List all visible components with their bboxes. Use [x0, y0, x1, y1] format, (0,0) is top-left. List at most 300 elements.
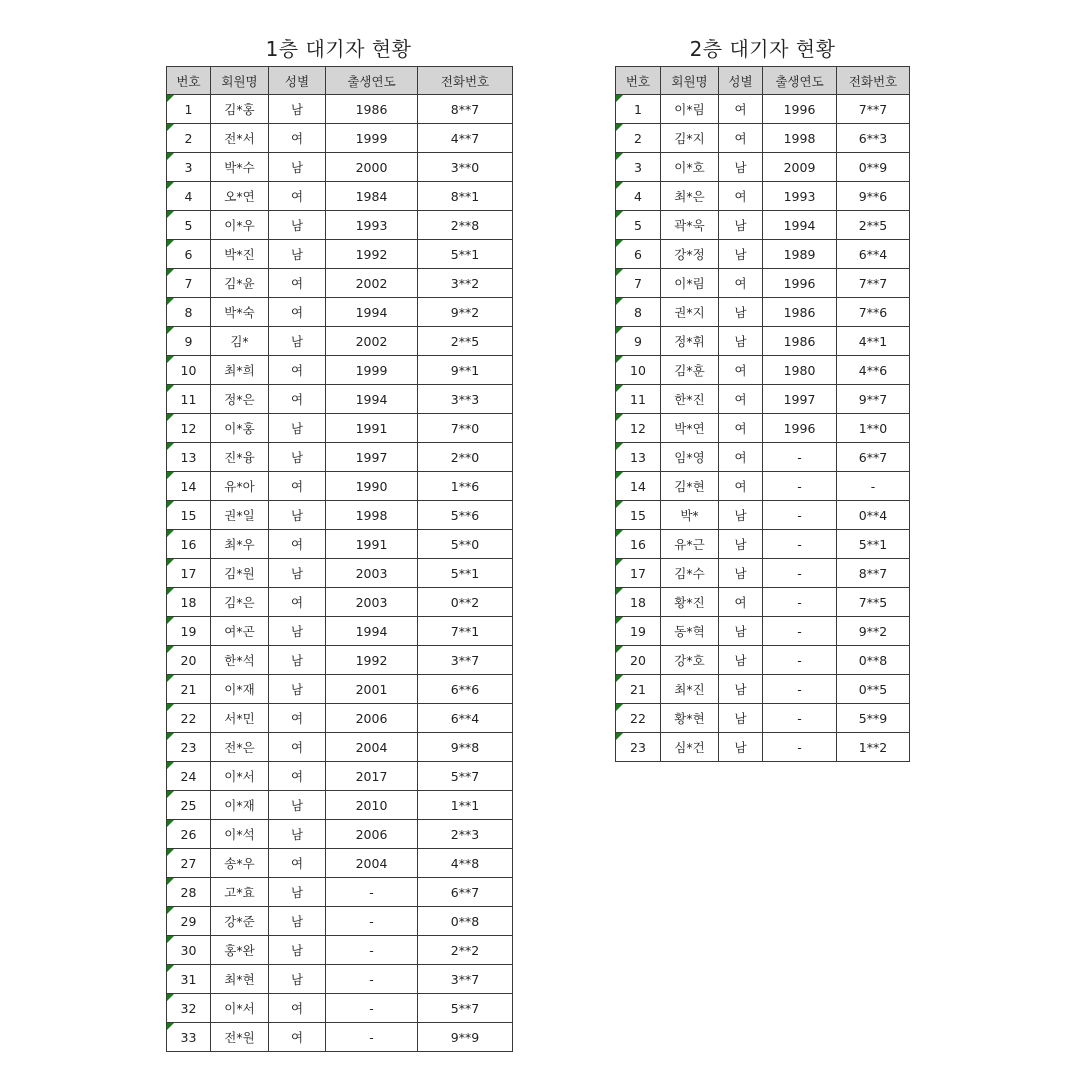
- cell-number: 22: [616, 704, 661, 733]
- cell-member-name: 강*호: [661, 646, 719, 675]
- cell-gender: 여: [719, 182, 763, 211]
- cell-birth-year: 2009: [763, 153, 837, 182]
- cell-gender: 여: [269, 182, 326, 211]
- cell-birth-year: 2000: [326, 153, 418, 182]
- cell-gender: 여: [269, 733, 326, 762]
- table-row: [167, 994, 513, 1023]
- cell-member-name: 송*우: [211, 849, 269, 878]
- cell-gender: 여: [269, 849, 326, 878]
- cell-gender: 여: [269, 1023, 326, 1052]
- cell-gender: 여: [269, 269, 326, 298]
- cell-birth-year: 2006: [326, 704, 418, 733]
- cell-number: 4: [167, 182, 211, 211]
- cell-birth-year: -: [763, 559, 837, 588]
- col-header-birth-year: 출생연도: [326, 67, 418, 95]
- table-row: [167, 95, 513, 124]
- cell-gender: 여: [269, 356, 326, 385]
- table-row: [616, 472, 910, 501]
- cell-birth-year: 1991: [326, 530, 418, 559]
- cell-gender: 남: [269, 95, 326, 124]
- cell-member-name: 여*곤: [211, 617, 269, 646]
- cell-member-name: 이*재: [211, 791, 269, 820]
- cell-birth-year: 2003: [326, 588, 418, 617]
- cell-phone: 1**0: [837, 414, 910, 443]
- cell-birth-year: 1992: [326, 240, 418, 269]
- cell-member-name: 최*우: [211, 530, 269, 559]
- cell-phone: 5**7: [418, 994, 513, 1023]
- cell-gender: 여: [719, 356, 763, 385]
- cell-member-name: 이*홍: [211, 414, 269, 443]
- cell-phone: 5**7: [418, 762, 513, 791]
- cell-number: 17: [167, 559, 211, 588]
- cell-gender: 남: [269, 211, 326, 240]
- table-row: [616, 298, 910, 327]
- cell-birth-year: 2001: [326, 675, 418, 704]
- cell-member-name: 최*진: [661, 675, 719, 704]
- table-row: [616, 240, 910, 269]
- cell-birth-year: -: [326, 936, 418, 965]
- col-header-gender: 성별: [269, 67, 326, 95]
- cell-number: 16: [167, 530, 211, 559]
- cell-member-name: 황*진: [661, 588, 719, 617]
- cell-gender: 여: [269, 704, 326, 733]
- cell-phone: 0**9: [837, 153, 910, 182]
- cell-gender: 남: [269, 820, 326, 849]
- table-row: [167, 646, 513, 675]
- cell-number: 11: [616, 385, 661, 414]
- cell-birth-year: -: [326, 907, 418, 936]
- cell-gender: 남: [269, 617, 326, 646]
- table-row: [616, 733, 910, 762]
- table-row: [167, 530, 513, 559]
- cell-member-name: 김*원: [211, 559, 269, 588]
- table-row: [167, 936, 513, 965]
- cell-member-name: 박*수: [211, 153, 269, 182]
- cell-birth-year: 1991: [326, 414, 418, 443]
- cell-gender: 남: [269, 327, 326, 356]
- cell-birth-year: 2010: [326, 791, 418, 820]
- cell-birth-year: 2002: [326, 327, 418, 356]
- cell-member-name: 강*준: [211, 907, 269, 936]
- table-row: [616, 182, 910, 211]
- cell-gender: 여: [269, 762, 326, 791]
- table-row: [167, 211, 513, 240]
- cell-phone: 0**8: [837, 646, 910, 675]
- table-row: [167, 965, 513, 994]
- cell-number: 7: [167, 269, 211, 298]
- cell-member-name: 전*은: [211, 733, 269, 762]
- cell-number: 1: [616, 95, 661, 124]
- cell-phone: 3**0: [418, 153, 513, 182]
- table-row: [167, 675, 513, 704]
- cell-number: 8: [167, 298, 211, 327]
- cell-member-name: 정*은: [211, 385, 269, 414]
- cell-gender: 여: [269, 472, 326, 501]
- cell-gender: 여: [719, 95, 763, 124]
- table-row: [167, 617, 513, 646]
- cell-birth-year: -: [763, 617, 837, 646]
- cell-number: 24: [167, 762, 211, 791]
- cell-number: 26: [167, 820, 211, 849]
- cell-member-name: 이*호: [661, 153, 719, 182]
- cell-gender: 여: [269, 385, 326, 414]
- cell-phone: 2**3: [418, 820, 513, 849]
- cell-number: 15: [616, 501, 661, 530]
- table-row: [167, 733, 513, 762]
- cell-gender: 남: [719, 298, 763, 327]
- col-header-number: 번호: [616, 67, 661, 95]
- cell-number: 5: [167, 211, 211, 240]
- cell-birth-year: 1980: [763, 356, 837, 385]
- cell-gender: 여: [719, 385, 763, 414]
- cell-phone: 6**4: [837, 240, 910, 269]
- cell-number: 18: [167, 588, 211, 617]
- cell-number: 23: [616, 733, 661, 762]
- cell-birth-year: 1996: [763, 95, 837, 124]
- cell-member-name: 김*수: [661, 559, 719, 588]
- table-row: [616, 559, 910, 588]
- cell-birth-year: -: [763, 443, 837, 472]
- cell-gender: 남: [269, 443, 326, 472]
- cell-gender: 여: [719, 414, 763, 443]
- cell-phone: 2**0: [418, 443, 513, 472]
- cell-number: 12: [167, 414, 211, 443]
- cell-member-name: 박*연: [661, 414, 719, 443]
- col-header-phone: 전화번호: [418, 67, 513, 95]
- table-row: [616, 385, 910, 414]
- cell-member-name: 황*현: [661, 704, 719, 733]
- table-row: [167, 472, 513, 501]
- cell-phone: 7**5: [837, 588, 910, 617]
- table-row: [167, 414, 513, 443]
- table-row: [167, 878, 513, 907]
- cell-number: 4: [616, 182, 661, 211]
- header-row: [616, 67, 910, 95]
- cell-number: 2: [167, 124, 211, 153]
- table-row: [616, 269, 910, 298]
- cell-number: 18: [616, 588, 661, 617]
- table-row: [167, 356, 513, 385]
- cell-birth-year: 1993: [326, 211, 418, 240]
- cell-number: 2: [616, 124, 661, 153]
- table-row: [167, 704, 513, 733]
- cell-number: 5: [616, 211, 661, 240]
- cell-phone: 7**7: [837, 269, 910, 298]
- table-row: [616, 211, 910, 240]
- cell-birth-year: -: [326, 965, 418, 994]
- cell-number: 30: [167, 936, 211, 965]
- cell-birth-year: -: [326, 994, 418, 1023]
- cell-birth-year: 2002: [326, 269, 418, 298]
- cell-birth-year: 1986: [763, 298, 837, 327]
- col-header-member-name: 회원명: [211, 67, 269, 95]
- cell-birth-year: -: [763, 588, 837, 617]
- cell-phone: 2**5: [418, 327, 513, 356]
- cell-number: 32: [167, 994, 211, 1023]
- table-row: [616, 414, 910, 443]
- cell-phone: 9**9: [418, 1023, 513, 1052]
- cell-number: 9: [167, 327, 211, 356]
- cell-member-name: 임*영: [661, 443, 719, 472]
- table-row: [616, 153, 910, 182]
- cell-phone: 8**1: [418, 182, 513, 211]
- cell-member-name: 홍*완: [211, 936, 269, 965]
- cell-birth-year: 1994: [326, 385, 418, 414]
- cell-gender: 남: [269, 414, 326, 443]
- cell-gender: 여: [269, 530, 326, 559]
- table-row: [167, 240, 513, 269]
- cell-phone: 5**0: [418, 530, 513, 559]
- cell-gender: 남: [719, 327, 763, 356]
- cell-birth-year: 1989: [763, 240, 837, 269]
- table-row: [167, 1023, 513, 1052]
- cell-member-name: 동*혁: [661, 617, 719, 646]
- cell-gender: 남: [719, 153, 763, 182]
- cell-birth-year: 2003: [326, 559, 418, 588]
- cell-gender: 남: [269, 878, 326, 907]
- cell-member-name: 전*서: [211, 124, 269, 153]
- cell-member-name: 이*재: [211, 675, 269, 704]
- cell-birth-year: 1997: [763, 385, 837, 414]
- cell-member-name: 최*현: [211, 965, 269, 994]
- cell-gender: 남: [719, 240, 763, 269]
- table-row: [616, 501, 910, 530]
- cell-phone: 4**7: [418, 124, 513, 153]
- cell-member-name: 유*아: [211, 472, 269, 501]
- cell-birth-year: 2004: [326, 849, 418, 878]
- cell-phone: 4**1: [837, 327, 910, 356]
- cell-number: 22: [167, 704, 211, 733]
- cell-phone: 1**2: [837, 733, 910, 762]
- cell-phone: 5**9: [837, 704, 910, 733]
- cell-birth-year: 1986: [326, 95, 418, 124]
- cell-phone: 9**2: [418, 298, 513, 327]
- cell-gender: 남: [269, 675, 326, 704]
- cell-birth-year: -: [763, 530, 837, 559]
- cell-phone: 0**4: [837, 501, 910, 530]
- cell-birth-year: -: [763, 675, 837, 704]
- table-row: [167, 298, 513, 327]
- cell-phone: 1**6: [418, 472, 513, 501]
- cell-gender: 남: [719, 501, 763, 530]
- cell-phone: 9**2: [837, 617, 910, 646]
- cell-phone: 7**7: [837, 95, 910, 124]
- cell-phone: 7**1: [418, 617, 513, 646]
- cell-phone: 2**2: [418, 936, 513, 965]
- cell-member-name: 최*은: [661, 182, 719, 211]
- cell-phone: 6**7: [418, 878, 513, 907]
- table-row: [616, 530, 910, 559]
- floor1-waitlist: [166, 36, 513, 1052]
- cell-gender: 남: [269, 791, 326, 820]
- table-row: [616, 704, 910, 733]
- cell-number: 14: [616, 472, 661, 501]
- cell-number: 28: [167, 878, 211, 907]
- cell-birth-year: -: [763, 472, 837, 501]
- cell-number: 8: [616, 298, 661, 327]
- cell-number: 19: [167, 617, 211, 646]
- cell-member-name: 고*효: [211, 878, 269, 907]
- cell-gender: 여: [269, 124, 326, 153]
- cell-member-name: 서*민: [211, 704, 269, 733]
- cell-member-name: 최*희: [211, 356, 269, 385]
- cell-birth-year: 2004: [326, 733, 418, 762]
- cell-phone: 9**1: [418, 356, 513, 385]
- cell-gender: 남: [719, 704, 763, 733]
- cell-phone: 9**7: [837, 385, 910, 414]
- col-header-birth-year: 출생연도: [763, 67, 837, 95]
- cell-number: 3: [167, 153, 211, 182]
- col-header-number: 번호: [167, 67, 211, 95]
- cell-phone: 3**2: [418, 269, 513, 298]
- cell-birth-year: 2006: [326, 820, 418, 849]
- cell-member-name: 전*원: [211, 1023, 269, 1052]
- cell-member-name: 강*정: [661, 240, 719, 269]
- cell-number: 1: [167, 95, 211, 124]
- floor1-table: [166, 66, 513, 1052]
- cell-birth-year: 1994: [326, 617, 418, 646]
- cell-phone: 4**8: [418, 849, 513, 878]
- cell-gender: 여: [719, 124, 763, 153]
- cell-gender: 여: [719, 269, 763, 298]
- cell-member-name: 김*윤: [211, 269, 269, 298]
- cell-number: 27: [167, 849, 211, 878]
- cell-phone: 5**1: [837, 530, 910, 559]
- cell-number: 9: [616, 327, 661, 356]
- cell-number: 12: [616, 414, 661, 443]
- cell-phone: 8**7: [418, 95, 513, 124]
- table-row: [167, 443, 513, 472]
- table-row: [167, 182, 513, 211]
- cell-member-name: 이*서: [211, 994, 269, 1023]
- cell-phone: 3**3: [418, 385, 513, 414]
- cell-birth-year: 1993: [763, 182, 837, 211]
- cell-number: 10: [167, 356, 211, 385]
- cell-birth-year: -: [763, 733, 837, 762]
- cell-number: 7: [616, 269, 661, 298]
- cell-member-name: 유*근: [661, 530, 719, 559]
- cell-phone: -: [837, 472, 910, 501]
- cell-birth-year: 2017: [326, 762, 418, 791]
- table-row: [616, 588, 910, 617]
- table-row: [167, 907, 513, 936]
- cell-number: 19: [616, 617, 661, 646]
- cell-gender: 남: [269, 646, 326, 675]
- cell-member-name: 이*우: [211, 211, 269, 240]
- cell-number: 13: [167, 443, 211, 472]
- cell-gender: 남: [719, 617, 763, 646]
- cell-number: 16: [616, 530, 661, 559]
- cell-birth-year: -: [763, 646, 837, 675]
- cell-phone: 9**8: [418, 733, 513, 762]
- cell-member-name: 한*진: [661, 385, 719, 414]
- cell-gender: 여: [719, 588, 763, 617]
- cell-phone: 9**6: [837, 182, 910, 211]
- col-header-phone: 전화번호: [837, 67, 910, 95]
- cell-gender: 남: [269, 240, 326, 269]
- cell-member-name: 김*: [211, 327, 269, 356]
- cell-birth-year: 1999: [326, 356, 418, 385]
- cell-birth-year: 1998: [763, 124, 837, 153]
- cell-phone: 2**8: [418, 211, 513, 240]
- cell-gender: 남: [719, 675, 763, 704]
- cell-member-name: 심*건: [661, 733, 719, 762]
- cell-member-name: 김*현: [661, 472, 719, 501]
- cell-birth-year: -: [763, 501, 837, 530]
- cell-phone: 3**7: [418, 965, 513, 994]
- cell-phone: 6**3: [837, 124, 910, 153]
- floor2-waitlist: [615, 36, 910, 762]
- cell-gender: 남: [269, 936, 326, 965]
- cell-gender: 남: [719, 211, 763, 240]
- cell-phone: 5**1: [418, 559, 513, 588]
- cell-phone: 6**4: [418, 704, 513, 733]
- cell-number: 10: [616, 356, 661, 385]
- cell-birth-year: -: [763, 704, 837, 733]
- cell-birth-year: 1997: [326, 443, 418, 472]
- cell-phone: 0**2: [418, 588, 513, 617]
- cell-number: 3: [616, 153, 661, 182]
- cell-phone: 1**1: [418, 791, 513, 820]
- cell-phone: 0**8: [418, 907, 513, 936]
- table-row: [167, 385, 513, 414]
- cell-member-name: 권*일: [211, 501, 269, 530]
- cell-member-name: 진*융: [211, 443, 269, 472]
- cell-number: 11: [167, 385, 211, 414]
- cell-phone: 4**6: [837, 356, 910, 385]
- cell-member-name: 박*: [661, 501, 719, 530]
- table-row: [167, 762, 513, 791]
- cell-birth-year: 1994: [326, 298, 418, 327]
- table-row: [616, 124, 910, 153]
- table-row: [167, 559, 513, 588]
- cell-gender: 남: [269, 907, 326, 936]
- cell-birth-year: 1994: [763, 211, 837, 240]
- cell-number: 6: [167, 240, 211, 269]
- cell-member-name: 박*진: [211, 240, 269, 269]
- cell-member-name: 이*림: [661, 269, 719, 298]
- cell-gender: 남: [719, 559, 763, 588]
- cell-gender: 여: [269, 994, 326, 1023]
- table-row: [167, 588, 513, 617]
- table-row: [616, 617, 910, 646]
- cell-birth-year: 1999: [326, 124, 418, 153]
- cell-phone: 5**6: [418, 501, 513, 530]
- floor1-title: 1층 대기자 현황: [265, 37, 412, 61]
- cell-member-name: 이*서: [211, 762, 269, 791]
- cell-member-name: 권*지: [661, 298, 719, 327]
- cell-number: 13: [616, 443, 661, 472]
- cell-gender: 남: [719, 530, 763, 559]
- cell-phone: 5**1: [418, 240, 513, 269]
- cell-phone: 6**6: [418, 675, 513, 704]
- cell-birth-year: 1996: [763, 414, 837, 443]
- cell-number: 33: [167, 1023, 211, 1052]
- cell-number: 29: [167, 907, 211, 936]
- cell-number: 15: [167, 501, 211, 530]
- table-row: [167, 849, 513, 878]
- cell-birth-year: 1990: [326, 472, 418, 501]
- table-row: [616, 675, 910, 704]
- cell-member-name: 이*석: [211, 820, 269, 849]
- cell-birth-year: -: [326, 878, 418, 907]
- cell-phone: 8**7: [837, 559, 910, 588]
- cell-member-name: 곽*욱: [661, 211, 719, 240]
- cell-number: 20: [616, 646, 661, 675]
- cell-phone: 3**7: [418, 646, 513, 675]
- cell-number: 23: [167, 733, 211, 762]
- cell-birth-year: -: [326, 1023, 418, 1052]
